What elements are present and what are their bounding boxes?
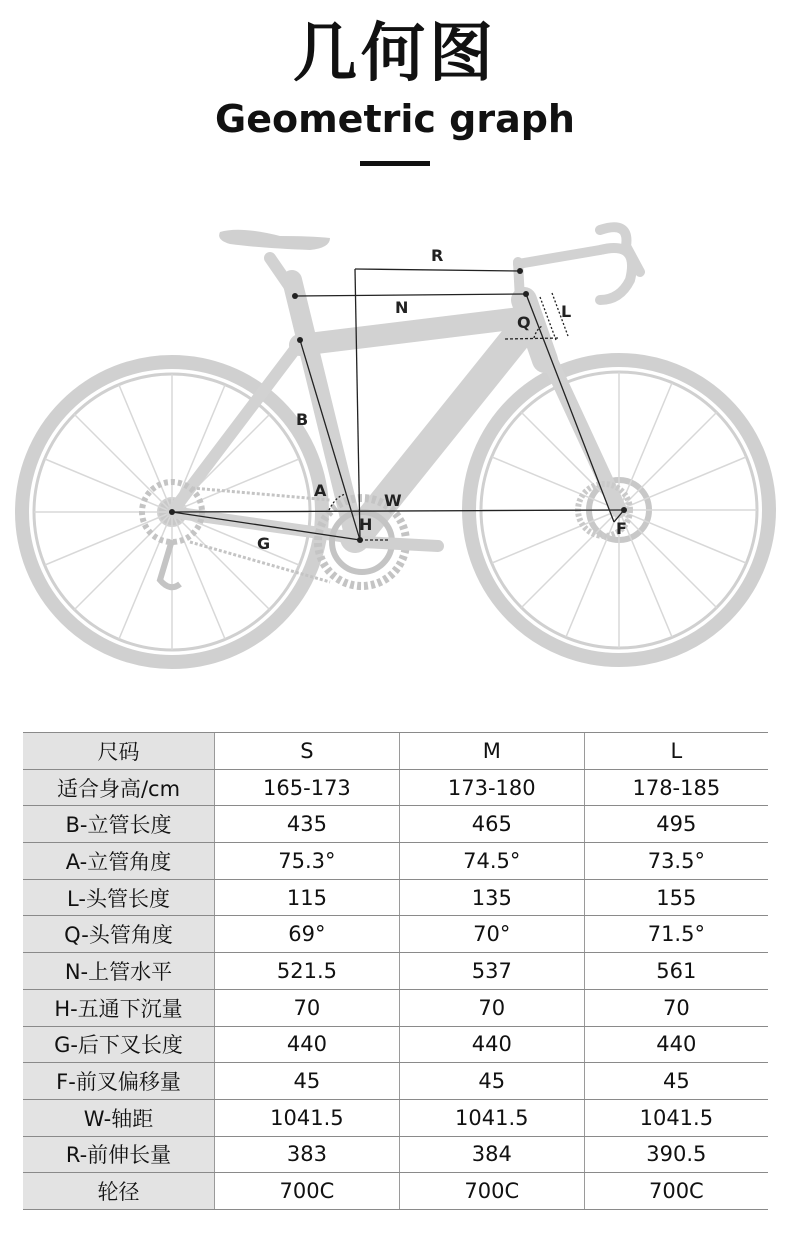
table-header-cell: 尺码 xyxy=(23,733,215,769)
geometry-table xyxy=(23,733,768,1210)
table-cell: 700C xyxy=(215,1173,400,1210)
table-row-label: 适合身高/cm xyxy=(23,769,215,806)
table-cell: 75.3° xyxy=(215,843,400,880)
table-cell: 384 xyxy=(399,1136,584,1173)
table-row-label: H-五通下沉量 xyxy=(23,989,215,1026)
label-f: F xyxy=(616,519,627,538)
table-row xyxy=(23,1099,768,1136)
table-cell: 70 xyxy=(215,989,400,1026)
table-cell: 700C xyxy=(399,1173,584,1210)
table-cell: 70 xyxy=(584,989,768,1026)
table-cell: 45 xyxy=(215,1063,400,1100)
table-cell: 537 xyxy=(399,953,584,990)
table-header-cell: L xyxy=(584,733,768,769)
table-row xyxy=(23,879,768,916)
title-underline xyxy=(360,161,430,166)
table-cell: 561 xyxy=(584,953,768,990)
table-row-label: W-轴距 xyxy=(23,1099,215,1136)
table-cell: 74.5° xyxy=(399,843,584,880)
table-row-label: L-头管长度 xyxy=(23,879,215,916)
label-g: G xyxy=(257,534,271,553)
table-cell: 69° xyxy=(215,916,400,953)
table-header-cell: S xyxy=(215,733,400,769)
table-row-label: F-前叉偏移量 xyxy=(23,1063,215,1100)
table-cell: 521.5 xyxy=(215,953,400,990)
table-row xyxy=(23,806,768,843)
table-cell: 1041.5 xyxy=(584,1099,768,1136)
table-cell: 115 xyxy=(215,879,400,916)
label-r: R xyxy=(431,246,444,265)
label-h: H xyxy=(359,515,373,534)
table-header-cell: M xyxy=(399,733,584,769)
table-cell: 390.5 xyxy=(584,1136,768,1173)
table-cell: 45 xyxy=(584,1063,768,1100)
table-cell: 465 xyxy=(399,806,584,843)
table-row-label: R-前伸长量 xyxy=(23,1136,215,1173)
page-title-en: Geometric graph xyxy=(215,97,575,141)
table-cell: 45 xyxy=(399,1063,584,1100)
table-row-label: N-上管水平 xyxy=(23,953,215,990)
table-cell: 700C xyxy=(584,1173,768,1210)
table-cell: 440 xyxy=(215,1026,400,1063)
table-cell: 440 xyxy=(399,1026,584,1063)
table-cell: 70° xyxy=(399,916,584,953)
table-cell: 71.5° xyxy=(584,916,768,953)
label-q: Q xyxy=(517,313,531,332)
table-cell: 383 xyxy=(215,1136,400,1173)
table-cell: 1041.5 xyxy=(399,1099,584,1136)
table-cell: 435 xyxy=(215,806,400,843)
table-row xyxy=(23,1136,768,1173)
label-l: L xyxy=(561,302,572,321)
table-cell: 73.5° xyxy=(584,843,768,880)
geometry-table-wrapper xyxy=(23,732,768,1210)
table-row-label: A-立管角度 xyxy=(23,843,215,880)
table-cell: 135 xyxy=(399,879,584,916)
table-row-label: Q-头管角度 xyxy=(23,916,215,953)
table-cell: 440 xyxy=(584,1026,768,1063)
table-row-label: B-立管长度 xyxy=(23,806,215,843)
label-b: B xyxy=(296,410,309,429)
table-row xyxy=(23,953,768,990)
table-row xyxy=(23,843,768,880)
label-w: W xyxy=(384,491,402,510)
table-row xyxy=(23,1026,768,1063)
table-row xyxy=(23,916,768,953)
page-title-cn: 几何图 xyxy=(293,17,497,91)
table-cell: 1041.5 xyxy=(215,1099,400,1136)
table-cell: 70 xyxy=(399,989,584,1026)
label-a: A xyxy=(314,481,327,500)
table-row-label: 轮径 xyxy=(23,1173,215,1210)
bike-geometry-diagram xyxy=(0,200,790,680)
geometry-table-body xyxy=(23,733,768,1209)
table-row xyxy=(23,769,768,806)
label-n: N xyxy=(395,298,409,317)
saddle xyxy=(219,230,330,250)
table-cell: 165-173 xyxy=(215,769,400,806)
table-row-label: G-后下叉长度 xyxy=(23,1026,215,1063)
table-row xyxy=(23,1063,768,1100)
table-row xyxy=(23,1173,768,1210)
table-cell: 178-185 xyxy=(584,769,768,806)
table-row xyxy=(23,989,768,1026)
table-header-row xyxy=(23,733,768,769)
table-cell: 495 xyxy=(584,806,768,843)
table-cell: 173-180 xyxy=(399,769,584,806)
table-cell: 155 xyxy=(584,879,768,916)
